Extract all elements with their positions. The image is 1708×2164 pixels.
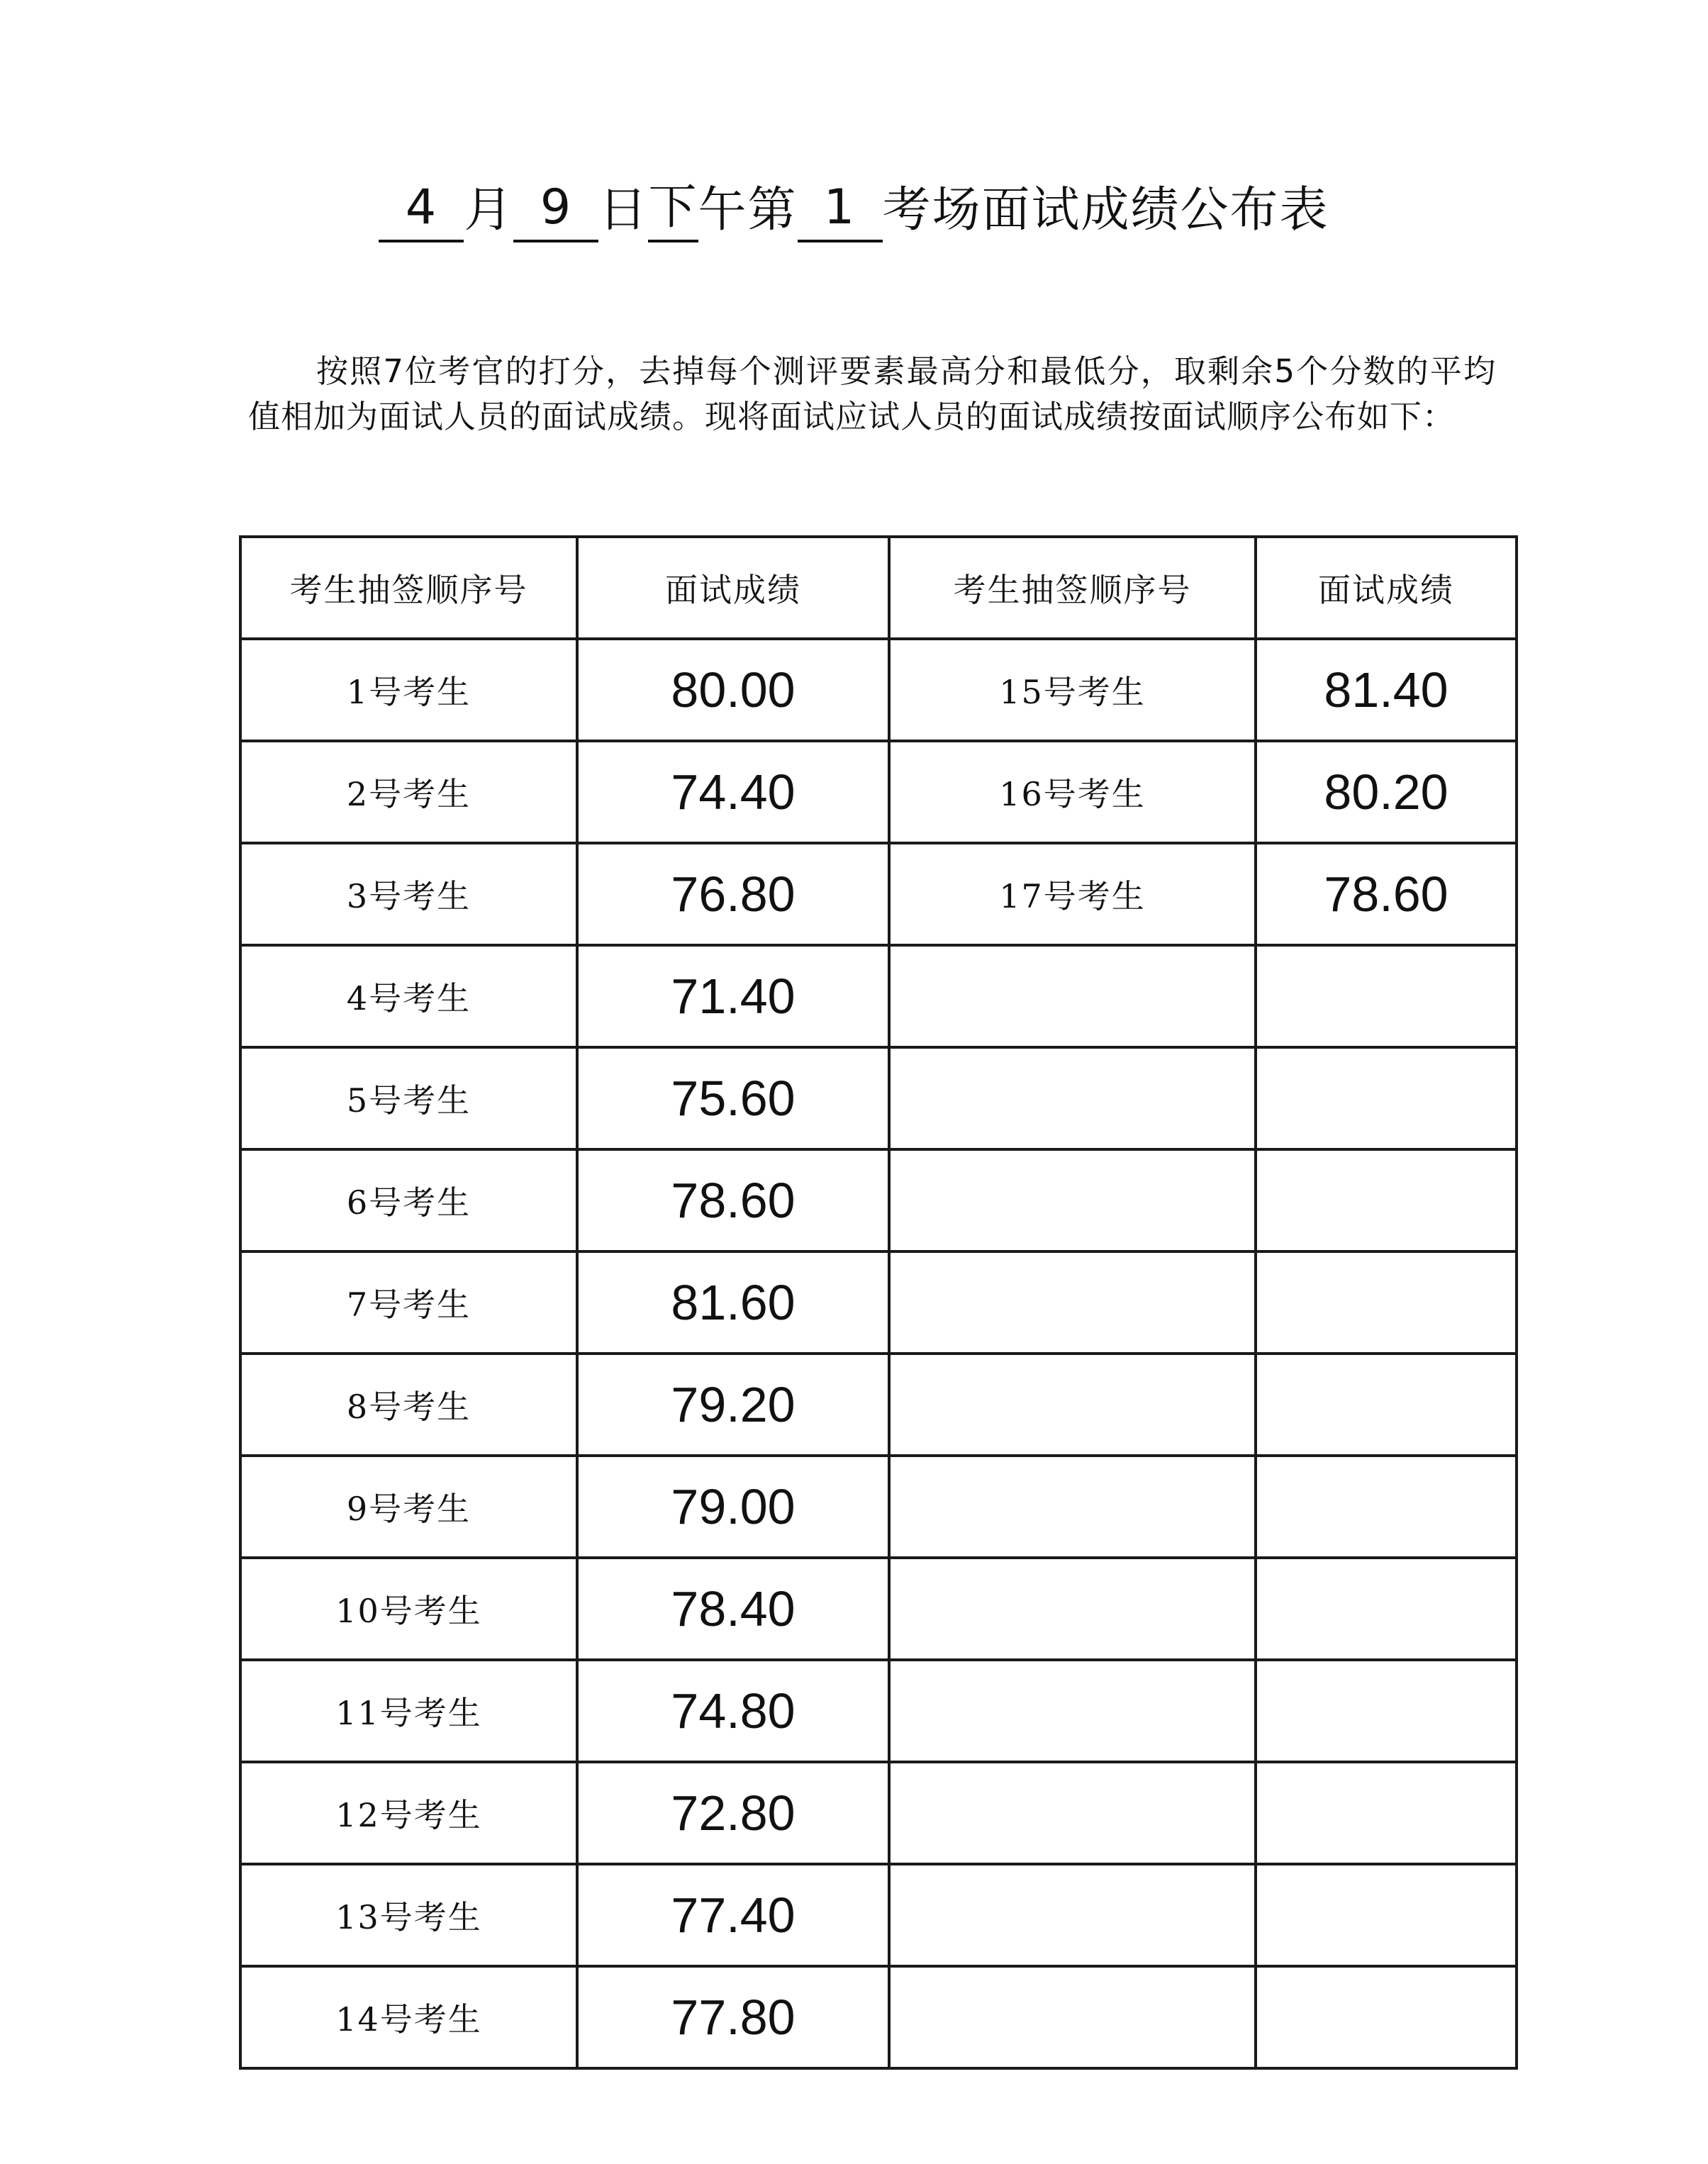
title-period-a: 下 bbox=[648, 176, 698, 242]
header-score-left: 面试成绩 bbox=[577, 537, 889, 639]
candidate-score bbox=[1256, 1047, 1517, 1149]
candidate-label bbox=[889, 1149, 1256, 1251]
candidate-score bbox=[1256, 1660, 1517, 1762]
candidate-score: 76.80 bbox=[577, 843, 889, 945]
candidate-score: 75.60 bbox=[577, 1047, 889, 1149]
candidate-score bbox=[1256, 1864, 1517, 1966]
candidate-label bbox=[889, 1251, 1256, 1354]
title-month: 4 bbox=[379, 176, 464, 242]
candidate-score bbox=[1256, 1762, 1517, 1864]
candidate-label: 15号考生 bbox=[889, 639, 1256, 741]
candidate-label: 7号考生 bbox=[240, 1251, 577, 1354]
scores-table bbox=[239, 535, 1518, 2070]
table-row bbox=[240, 741, 1517, 843]
candidate-score bbox=[1256, 1354, 1517, 1456]
header-order-left: 考生抽签顺序号 bbox=[240, 537, 577, 639]
candidate-score: 80.00 bbox=[577, 639, 889, 741]
title-room: 1 bbox=[798, 176, 883, 242]
candidate-score bbox=[1256, 1149, 1517, 1251]
table-header-row bbox=[240, 537, 1517, 639]
candidate-label bbox=[889, 1762, 1256, 1864]
candidate-label: 13号考生 bbox=[240, 1864, 577, 1966]
candidate-score: 81.60 bbox=[577, 1251, 889, 1354]
candidate-score: 78.60 bbox=[1256, 843, 1517, 945]
candidate-label: 9号考生 bbox=[240, 1456, 577, 1558]
candidate-score: 79.00 bbox=[577, 1456, 889, 1558]
candidate-score: 81.40 bbox=[1256, 639, 1517, 741]
candidate-label bbox=[889, 1966, 1256, 2068]
candidate-label bbox=[889, 1558, 1256, 1660]
candidate-score: 77.40 bbox=[577, 1864, 889, 1966]
candidate-score: 79.20 bbox=[577, 1354, 889, 1456]
candidate-score bbox=[1256, 1558, 1517, 1660]
candidate-label: 5号考生 bbox=[240, 1047, 577, 1149]
candidate-label: 11号考生 bbox=[240, 1660, 577, 1762]
page-title bbox=[0, 176, 1708, 242]
candidate-score: 78.60 bbox=[577, 1149, 889, 1251]
candidate-score: 72.80 bbox=[577, 1762, 889, 1864]
candidate-label: 17号考生 bbox=[889, 843, 1256, 945]
candidate-label: 6号考生 bbox=[240, 1149, 577, 1251]
table-row bbox=[240, 639, 1517, 741]
header-order-right: 考生抽签顺序号 bbox=[889, 537, 1256, 639]
candidate-label: 3号考生 bbox=[240, 843, 577, 945]
table-row bbox=[240, 1558, 1517, 1660]
table-row bbox=[240, 1762, 1517, 1864]
candidate-score bbox=[1256, 945, 1517, 1047]
title-period-b: 午第 bbox=[698, 182, 798, 238]
candidate-label bbox=[889, 945, 1256, 1047]
candidate-label bbox=[889, 1354, 1256, 1456]
title-day: 9 bbox=[513, 176, 598, 242]
candidate-score: 71.40 bbox=[577, 945, 889, 1047]
candidate-label: 14号考生 bbox=[240, 1966, 577, 2068]
table-row bbox=[240, 1864, 1517, 1966]
candidate-label: 1号考生 bbox=[240, 639, 577, 741]
candidate-label: 10号考生 bbox=[240, 1558, 577, 1660]
candidate-score bbox=[1256, 1251, 1517, 1354]
candidate-label: 8号考生 bbox=[240, 1354, 577, 1456]
title-rest: 考场面试成绩公布表 bbox=[882, 182, 1329, 238]
candidate-label bbox=[889, 1660, 1256, 1762]
table-row bbox=[240, 1354, 1517, 1456]
table-row bbox=[240, 1251, 1517, 1354]
candidate-label: 4号考生 bbox=[240, 945, 577, 1047]
candidate-label bbox=[889, 1864, 1256, 1966]
title-day-suffix: 日 bbox=[598, 182, 649, 238]
table-row bbox=[240, 843, 1517, 945]
candidate-score: 77.80 bbox=[577, 1966, 889, 2068]
table-row bbox=[240, 945, 1517, 1047]
candidate-label: 2号考生 bbox=[240, 741, 577, 843]
candidate-score: 74.40 bbox=[577, 741, 889, 843]
table-row bbox=[240, 1966, 1517, 2068]
table-row bbox=[240, 1660, 1517, 1762]
header-score-right: 面试成绩 bbox=[1256, 537, 1517, 639]
candidate-label: 12号考生 bbox=[240, 1762, 577, 1864]
table-row bbox=[240, 1047, 1517, 1149]
title-month-suffix: 月 bbox=[464, 182, 514, 238]
candidate-score: 74.80 bbox=[577, 1660, 889, 1762]
candidate-label bbox=[889, 1047, 1256, 1149]
table-row bbox=[240, 1456, 1517, 1558]
candidate-score bbox=[1256, 1456, 1517, 1558]
candidate-score: 80.20 bbox=[1256, 741, 1517, 843]
candidate-score bbox=[1256, 1966, 1517, 2068]
candidate-label bbox=[889, 1456, 1256, 1558]
intro-paragraph: 按照7位考官的打分，去掉每个测评要素最高分和最低分，取剩余5个分数的平均值相加为面试人员的面试成绩。现将面试应试人员的面试成绩按面试顺序公布如下： bbox=[248, 352, 1496, 435]
table-row bbox=[240, 1149, 1517, 1251]
candidate-score: 78.40 bbox=[577, 1558, 889, 1660]
candidate-label: 16号考生 bbox=[889, 741, 1256, 843]
